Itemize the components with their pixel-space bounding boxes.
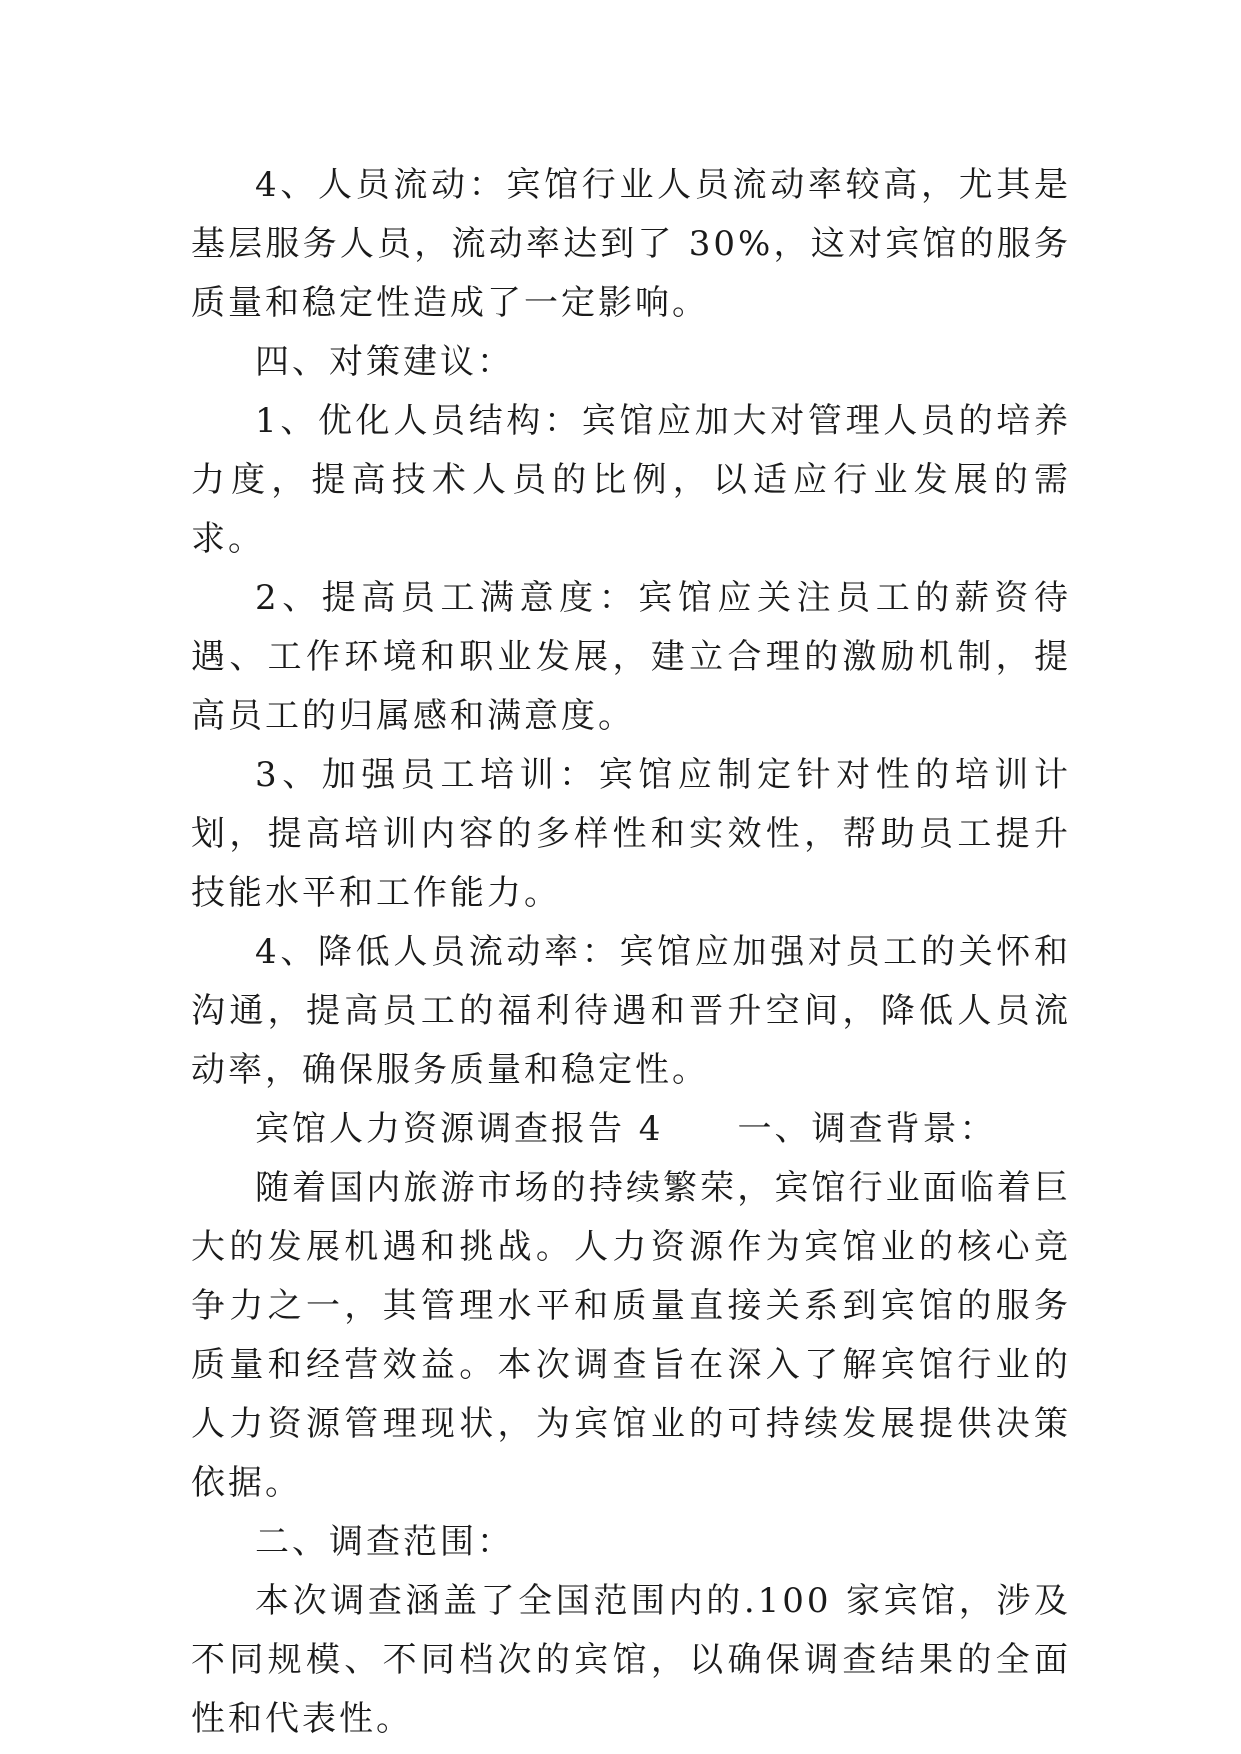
paragraph-optimize-structure: 1、优化人员结构：宾馆应加大对管理人员的培养力度，提高技术人员的比例，以适应行业发展的需求。 — [191, 401, 1071, 559]
paragraph-personnel-turnover: 4、人员流动：宾馆行业人员流动率较高，尤其是基层服务人员，流动率达到了 30%，这对宾馆的服务质量和稳定性造成了一定影响。 — [191, 165, 1071, 323]
heading-report-4-background: 宾馆人力资源调查报告 4 一、调查背景： — [255, 1109, 997, 1149]
paragraph-strengthen-training: 3、加强员工培训：宾馆应制定针对性的培训计划，提高培训内容的多样性和实效性，帮助员工提升技能水平和工作能力。 — [191, 755, 1071, 913]
heading-survey-scope: 二、调查范围： — [255, 1522, 514, 1562]
paragraph-background: 随着国内旅游市场的持续繁荣，宾馆行业面临着巨大的发展机遇和挑战。人力资源作为宾馆业的核心竞争力之一，其管理水平和质量直接关系到宾馆的服务质量和经营效益。本次调查旨在深入了解宾馆行业的人力资源管理现状，为宾馆业的可持续发展提供决策依据。 — [191, 1168, 1071, 1503]
paragraph-survey-scope: 本次调查涵盖了全国范围内的.100 家宾馆，涉及不同规模、不同档次的宾馆，以确保调查结果的全面性和代表性。 — [191, 1581, 1071, 1739]
paragraph-improve-satisfaction: 2、提高员工满意度：宾馆应关注员工的薪资待遇、工作环境和职业发展，建立合理的激励机制，提高员工的归属感和满意度。 — [191, 578, 1071, 736]
paragraph-reduce-turnover: 4、降低人员流动率：宾馆应加强对员工的关怀和沟通，提高员工的福利待遇和晋升空间，降低人员流动率，确保服务质量和稳定性。 — [191, 932, 1071, 1090]
heading-countermeasures: 四、对策建议： — [255, 342, 514, 382]
document-body — [191, 156, 1071, 1749]
